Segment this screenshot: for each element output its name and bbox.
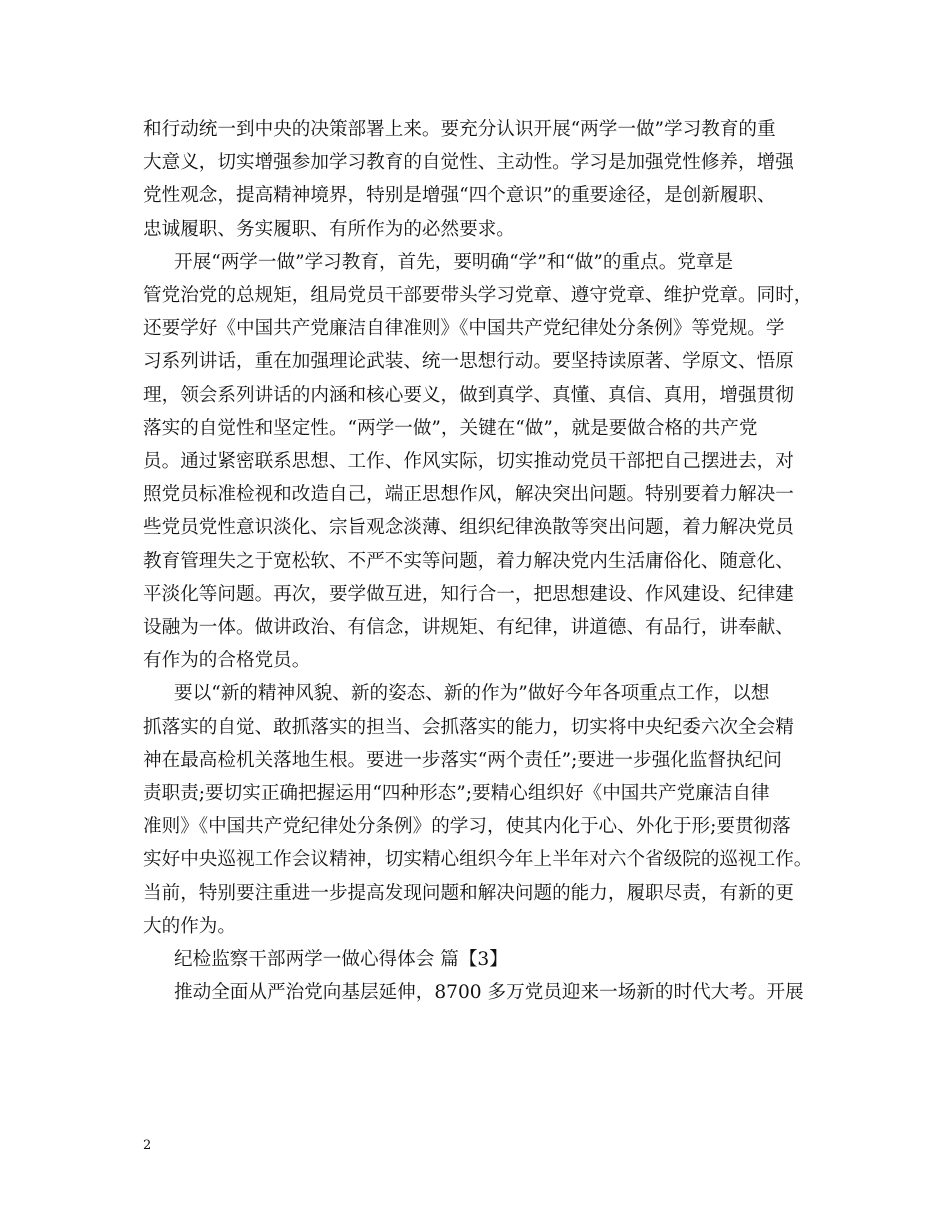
paragraph	[143, 113, 823, 246]
text-line: 准则》《中国共产党纪律处分条例》的学习，使其内化于心、外化于形;要贯彻落	[143, 816, 791, 838]
text-line: 责职责;要切实正确把握运用“四种形态”;要精心组织好《中国共产党廉洁自律	[143, 783, 770, 805]
text-line: 实好中央巡视工作会议精神，切实精心组织今年上半年对六个省级院的巡视工作。	[143, 849, 813, 871]
text-line: 党性观念，提高精神境界，特别是增强“四个意识”的重要途径，是创新履职、	[143, 185, 776, 207]
text-line: 有作为的合格党员。	[143, 650, 311, 672]
text-line: 和行动统一到中央的决策部署上来。要充分认识开展“两学一做”学习教育的重	[143, 119, 776, 140]
paragraph	[143, 943, 823, 976]
text-line: 推动全面从严治党向基层延伸，8700 多万党员迎来一场新的时代大考。开展	[174, 982, 804, 1004]
text-line: 照党员标准检视和改造自己，端正思想作风，解决突出问题。特别要着力解决一	[143, 484, 794, 506]
text-line: 当前，特别要注重进一步提高发现问题和解决问题的能力，履职尽责，有新的更	[143, 882, 794, 904]
text-line: 设融为一体。做讲政治、有信念，讲规矩、有纪律，讲道德、有品行，讲奉献、	[143, 617, 794, 639]
text-line: 落实的自觉性和坚定性。“两学一做”，关键在“做”，就是要做合格的共产党	[143, 417, 758, 439]
text-line: 理，领会系列讲话的内涵和核心要义，做到真学、真懂、真信、真用，增强贯彻	[143, 384, 794, 406]
text-line: 习系列讲话，重在加强理论武装、统一思想行动。要坚持读原著、学原文、悟原	[143, 351, 794, 373]
text-line: 要以“新的精神风貌、新的姿态、新的作为”做好今年各项重点工作，以想	[174, 683, 770, 705]
text-line: 忠诚履职、务实履职、有所作为的必然要求。	[143, 218, 515, 240]
text-line: 还要学好《中国共产党廉洁自律准则》《中国共产党纪律处分条例》等党规。学	[143, 318, 785, 340]
paragraph	[143, 246, 823, 678]
text-line: 神在最高检机关落地生根。要进一步落实“两个责任”;要进一步强化监督执纪问	[143, 749, 782, 771]
text-line: 些党员党性意识淡化、宗旨观念淡薄、组织纪律涣散等突出问题，着力解决党员	[143, 517, 794, 539]
text-line: 管党治党的总规矩，组局党员干部要带头学习党章、遵守党章、维护党章。同时，	[143, 285, 813, 307]
text-line: 抓落实的自觉、敢抓落实的担当、会抓落实的能力，切实将中央纪委六次全会精	[143, 716, 794, 738]
paragraph	[143, 976, 823, 1009]
page-number: 2	[143, 1138, 152, 1153]
document-body	[143, 113, 823, 1009]
text-line: 员。通过紧密联系思想、工作、作风实际，切实推动党员干部把自己摆进去，对	[143, 451, 794, 473]
text-line: 教育管理失之于宽松软、不严不实等问题，着力解决党内生活庸俗化、随意化、	[143, 550, 794, 572]
paragraph	[143, 677, 823, 943]
text-line: 大意义，切实增强参加学习教育的自觉性、主动性。学习是加强党性修养，增强	[143, 152, 794, 174]
text-line: 开展“两学一做”学习教育，首先，要明确“学”和“做”的重点。党章是	[174, 251, 734, 273]
text-line: 大的作为。	[143, 915, 236, 937]
text-line: 纪检监察干部两学一做心得体会 篇【3】	[174, 949, 508, 971]
text-line: 平淡化等问题。再次，要学做互进，知行合一，把思想建设、作风建设、纪律建	[143, 583, 794, 605]
